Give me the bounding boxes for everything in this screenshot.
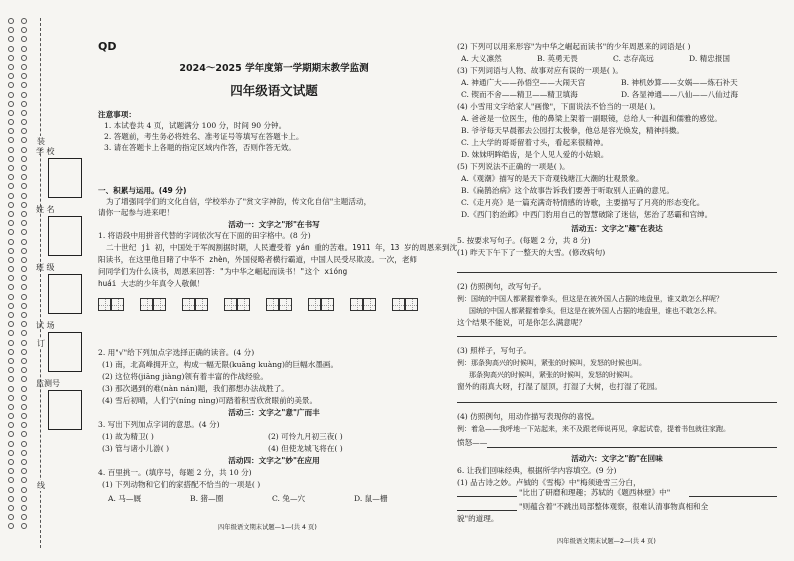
binding-hole: [8, 386, 14, 392]
tian-zi-ge-box[interactable]: [182, 298, 195, 311]
tian-zi-ge-box[interactable]: [321, 298, 334, 311]
q5-2-sentence: 这个结果不能说，可是你怎么满意呢？: [457, 318, 587, 327]
binding-hole: [8, 376, 14, 382]
binding-hole: [21, 404, 27, 410]
binding-hole: [8, 477, 14, 483]
binding-hole: [8, 422, 14, 428]
binding-hole: [8, 110, 14, 116]
option-d[interactable]: D. 妹妹明眸皓齿，是个人见人爱的小姑娘。: [461, 150, 609, 159]
binding-hole: [8, 36, 14, 42]
binding-hole: [8, 220, 14, 226]
binding-hole: [21, 358, 27, 364]
school-label: 学 校: [36, 147, 55, 156]
binding-hole: [21, 468, 27, 474]
binding-hole: [21, 202, 27, 208]
binding-hole: [8, 284, 14, 290]
binding-hole: [21, 523, 27, 529]
passage-line: huái 大志的少年真令人敬佩！: [98, 279, 205, 288]
intro-text: 请你一起参与进来吧！: [98, 208, 174, 217]
q5-4-prompt: 愤怒——: [457, 438, 488, 447]
binding-hole: [21, 459, 27, 465]
name-field[interactable]: [48, 216, 82, 256]
exam-year-title: 2024～2025 学年度第一学期期末教学监测: [179, 63, 369, 74]
binding-hole: [21, 156, 27, 162]
binding-hole: [21, 64, 27, 70]
tian-zi-ge-box[interactable]: [195, 298, 208, 311]
binding-hole: [21, 27, 27, 33]
exam-subject-title: 四年级语文试题: [230, 83, 318, 98]
option-c[interactable]: C. 锲而不舍——精卫——精卫填海: [461, 90, 578, 99]
note-item: 3. 请在答题卡上各题的指定区域内作答，否则作答无效。: [104, 143, 296, 152]
passage-line: 阳读书，在这里他目睹了中华不 zhèn，外国侵略者横行霸道，中国人民受尽欺凌。一次，老师: [98, 255, 418, 264]
binding-hole: [8, 27, 14, 33]
binding-hole: [8, 46, 14, 52]
tian-zi-ge-box[interactable]: [140, 298, 153, 311]
example-sentence: 例：那条狗高兴的时候叫，紧张的时候叫，发怒的时候也叫。: [457, 359, 646, 367]
binding-hole: [21, 101, 27, 107]
binding-hole: [21, 321, 27, 327]
q4-item: (1) 下列动物和它们的家搭配不恰当的一项是( ): [102, 480, 261, 489]
binding-hole: [21, 229, 27, 235]
binding-hole: [21, 441, 27, 447]
binding-hole: [21, 496, 27, 502]
binding-hole: [8, 18, 14, 24]
tian-zi-ge-box[interactable]: [266, 298, 279, 311]
binding-hole: [21, 275, 27, 281]
binding-hole: [21, 312, 27, 318]
binding-hole: [8, 330, 14, 336]
activity-4-title: 活动四：文字之"妙"在应用: [228, 456, 320, 465]
option-b[interactable]: B. 英勇无畏: [537, 54, 578, 63]
exam-number-label: 监测号: [36, 379, 60, 388]
binding-hole: [21, 92, 27, 98]
answer-line[interactable]: [457, 336, 777, 337]
binding-hole: [8, 349, 14, 355]
option-d[interactable]: D.《西门豹治邺》中西门豹用自己的智慧破除了迷信，惩治了恶霸和官绅。: [461, 210, 713, 219]
binding-hole: [8, 367, 14, 373]
tian-zi-ge-box[interactable]: [279, 298, 292, 311]
binding-hole: [21, 422, 27, 428]
binding-hole: [21, 239, 27, 245]
binding-hole: [21, 110, 27, 116]
binding-hole: [8, 275, 14, 281]
example-sentence: 例：着急——我呼地一下站起来，来不及跟老师说再见，拿起试卷，提着书包就往家跑。: [457, 425, 730, 433]
intro-text: 为了增强同学们的文化自信，学校举办了"赏文字神韵，传文化自信"主题活动，: [106, 197, 372, 206]
option-d[interactable]: D. 鼠—栅: [354, 494, 388, 503]
binding-hole: [8, 468, 14, 474]
page-footer-right: 四年级语文期末试题—2—(共 4 页): [557, 538, 656, 545]
binding-hole: [8, 487, 14, 493]
example-sentence: 国统的中国人都紧握着拳头，但这是在被外国人占据的地盘里，谁也不敢怎么样。: [469, 307, 721, 315]
binding-hole: [8, 496, 14, 502]
binding-hole: [8, 312, 14, 318]
binding-hole: [8, 404, 14, 410]
binding-hole: [8, 55, 14, 61]
question-4: 4. 百里挑一。(填序号，每题 2 分，共 10 分): [98, 468, 252, 477]
q2-item: (2) 这位将(jiāng jiàng)领有着丰富的作战经验。: [102, 372, 268, 381]
binding-hole: [21, 431, 27, 437]
binding-hole: [21, 46, 27, 52]
binding-hole: [21, 82, 27, 88]
binding-hole: [21, 18, 27, 24]
binding-hole: [8, 248, 14, 254]
question-5: 5. 按要求写句子。(每题 2 分，共 8 分): [457, 236, 591, 245]
activity-3-title: 活动三：文字之"意"广而丰: [228, 408, 320, 417]
q5-3-sentence: 窗外的雨真大呀，打湿了屋顶，打湿了大树，也打湿了花园。: [457, 382, 663, 391]
binding-holes-right: [21, 18, 29, 548]
binding-hole: [8, 358, 14, 364]
binding-hole: [21, 487, 27, 493]
binding-label-top: 装: [37, 137, 45, 146]
binding-hole: [21, 340, 27, 346]
binding-hole: [21, 36, 27, 42]
q5-3: (3) 照样子，写句子。: [457, 346, 531, 355]
tian-zi-ge-box[interactable]: [392, 298, 405, 311]
binding-hole: [21, 211, 27, 217]
binding-hole: [8, 82, 14, 88]
q3-item[interactable]: (1) 故为精卫( ): [102, 432, 154, 441]
q4-5: (5) 下列说法不正确的一项是( )。: [457, 162, 570, 171]
binding-holes-left: [8, 18, 16, 548]
binding-hole: [21, 119, 27, 125]
exam-number-field[interactable]: [48, 390, 82, 430]
q2-item: (4) 雪后初晴，人们宁(níng nìng)可踏着积雪欣赏眼前的美景。: [102, 396, 318, 405]
binding-hole: [21, 248, 27, 254]
question-2: 2. 用"√"给下列加点字选择正确的读音。(4 分): [98, 348, 255, 357]
example-sentence: 例：国统的中国人都紧握着拳头，但这是在被外国人占据的地盘里，谁又敢怎么样呢？: [457, 295, 723, 303]
name-label: 姓 名: [36, 205, 55, 214]
section-1-title: 一、积累与运用。(49 分): [98, 186, 187, 195]
q3-item[interactable]: (2) 可怜九月初三夜( ): [268, 432, 343, 441]
binding-hole: [8, 202, 14, 208]
binding-hole: [8, 459, 14, 465]
tian-zi-ge-box[interactable]: [405, 298, 418, 311]
binding-label-mid: 订: [37, 339, 45, 348]
binding-hole: [21, 220, 27, 226]
tian-zi-ge-box[interactable]: [308, 298, 321, 311]
page-footer-left: 四年级语文期末试题—1—(共 4 页): [218, 524, 317, 531]
class-field[interactable]: [48, 274, 82, 314]
q5-4: (4) 仿照例句，用动作描写表现你的喜悦。: [457, 412, 600, 421]
notes-title: 注意事项：: [98, 110, 136, 119]
binding-hole: [8, 505, 14, 511]
option-a[interactable]: A. 神通广大——孙悟空——大闹天宫: [461, 78, 586, 87]
binding-hole: [21, 183, 27, 189]
option-a[interactable]: A. 马—厩: [108, 494, 142, 503]
answer-line[interactable]: [457, 496, 517, 497]
question-3: 3. 写出下列加点字词的意思。(4 分): [98, 420, 220, 429]
binding-hole: [21, 128, 27, 134]
option-c[interactable]: C. 志存高远: [613, 54, 654, 63]
binding-hole: [8, 340, 14, 346]
binding-hole: [21, 266, 27, 272]
binding-hole: [21, 284, 27, 290]
binding-hole: [21, 386, 27, 392]
activity-6-title: 活动六：文字之"韵"在回味: [571, 454, 663, 463]
tian-zi-ge-box[interactable]: [98, 298, 111, 311]
binding-hole: [21, 376, 27, 382]
exam-room-field[interactable]: [48, 332, 82, 372]
option-a[interactable]: A. 爸爸是一位医生，他的鼻梁上架着一副眼镜，总给人一种温和儒雅的感觉。: [461, 114, 722, 123]
binding-hole: [8, 431, 14, 437]
q2-item: (3) 那次遇到的难(nàn nán)题，我们都想办法战胜了。: [102, 384, 289, 393]
binding-hole: [8, 257, 14, 263]
binding-hole: [21, 395, 27, 401]
binding-label-bottom: 线: [37, 481, 45, 490]
activity-5-title: 活动五：文字之"趣"在表达: [571, 224, 663, 233]
binding-hole: [21, 257, 27, 263]
binding-hole: [8, 193, 14, 199]
answer-line[interactable]: [689, 496, 777, 497]
binding-cut-line: [40, 18, 41, 548]
question-6: 6. 让我们回味经典，根据所学内容填空。(9 分): [457, 466, 617, 475]
binding-hole: [21, 330, 27, 336]
binding-hole: [21, 367, 27, 373]
option-b[interactable]: B.《扁鹊治病》这个故事告诉我们要善于听取别人正确的意见。: [461, 186, 675, 195]
option-c[interactable]: C.《走月亮》是一篇充满奇特情感的诗歌，主要描写了月亮的形态变化。: [461, 198, 705, 207]
option-b[interactable]: B. 猪—圈: [190, 494, 224, 503]
q6-1-cont: 貌"的道理。: [457, 514, 499, 523]
binding-hole: [8, 514, 14, 520]
tian-zi-ge-box[interactable]: [111, 298, 124, 311]
option-a[interactable]: A.《观潮》描写的是天下奇观钱塘江大潮的壮观景象。: [461, 174, 644, 183]
binding-hole: [8, 147, 14, 153]
tian-zi-ge-box[interactable]: [350, 298, 363, 311]
answer-line[interactable]: [457, 272, 777, 273]
option-c[interactable]: C. 上大学的哥哥留着寸头，看起来很精神。: [461, 138, 609, 147]
binding-hole: [21, 165, 27, 171]
binding-hole: [8, 101, 14, 107]
q6-1: (1) 品古诗之妙。卢钺的《雪梅》中"梅须逊雪三分白，: [457, 478, 641, 487]
q5-1: (1) 昨天下午下了一整天的大雪。(修改病句): [457, 248, 606, 257]
q4-4: (4) 小雪用文字给家人"画像"，下面说法不恰当的一项是( )。: [457, 102, 661, 111]
binding-hole: [8, 303, 14, 309]
option-d[interactable]: D. 精忠报国: [689, 54, 731, 63]
binding-hole: [8, 441, 14, 447]
binding-hole: [21, 505, 27, 511]
paper-code: QD: [98, 40, 117, 53]
q6-1-cont: "则蕴含着"不跳出局部整体观察，很难认清事物真相和全: [519, 502, 709, 511]
q3-item[interactable]: (3) 管与诸小儿游( ): [102, 444, 170, 453]
binding-hole: [8, 413, 14, 419]
activity-1-title: 活动一：文字之"形"在书写: [228, 220, 320, 229]
binding-hole: [21, 413, 27, 419]
binding-hole: [21, 514, 27, 520]
q4-2: (2) 下列可以用来形容"为中华之崛起而读书"的少年周恩来的词语是( ): [457, 42, 691, 51]
binding-hole: [8, 229, 14, 235]
binding-hole: [8, 266, 14, 272]
tian-zi-ge-box[interactable]: [153, 298, 166, 311]
option-a[interactable]: A. 大义凛然: [461, 54, 502, 63]
q4-3: (3) 下列词语与人物、故事对应有误的一项是( )。: [457, 66, 623, 75]
binding-hole: [8, 523, 14, 529]
question-1: 1. 将语段中用拼音代替的字词依次写在下面的田字格中。(8 分): [98, 231, 311, 240]
binding-hole: [21, 294, 27, 300]
school-field[interactable]: [48, 158, 82, 198]
binding-hole: [8, 294, 14, 300]
answer-line[interactable]: [457, 402, 777, 403]
example-sentence: 那条狗高兴的时候叫，紧张的时候叫，发怒的时候叫。: [469, 371, 637, 379]
passage-line: 问同学们为什么读书，周恩来回答："为中华之崛起而读书！"这个 xióng: [98, 267, 348, 276]
answer-line[interactable]: [457, 510, 517, 511]
tian-zi-ge-box[interactable]: [224, 298, 237, 311]
binding-hole: [21, 450, 27, 456]
binding-hole: [8, 92, 14, 98]
q6-1-cont: "比出了研磨和理趣；苏轼的《题西林壁》中": [519, 488, 671, 497]
binding-hole: [21, 137, 27, 143]
binding-hole: [21, 73, 27, 79]
binding-hole: [8, 174, 14, 180]
binding-hole: [8, 119, 14, 125]
answer-line[interactable]: [487, 447, 777, 448]
binding-hole: [21, 147, 27, 153]
q5-2: (2) 仿照例句，改写句子。: [457, 282, 547, 291]
option-d[interactable]: D. 各显神通——八仙——八仙过海: [621, 90, 738, 99]
q2-item: (1) 南，北高峰拥开立，构成一幅无限(kuāng kuàng)的巨幅水墨画。: [102, 360, 339, 369]
class-label: 班 级: [36, 263, 55, 272]
binding-hole: [8, 137, 14, 143]
binding-hole: [8, 73, 14, 79]
binding-hole: [21, 55, 27, 61]
binding-hole: [8, 128, 14, 134]
option-b[interactable]: B. 爷爷每天早晨都去公园打太极拳，他总是容光焕发，精神抖擞。: [461, 126, 685, 135]
binding-hole: [21, 193, 27, 199]
binding-hole: [8, 450, 14, 456]
binding-hole: [8, 239, 14, 245]
binding-hole: [8, 64, 14, 70]
passage-line: 二十世纪 jì 初，中国处于军阀割据时期，人民遭受着 yán 重的苦难。1911 年，13 岁的周恩来到沈: [106, 243, 458, 252]
binding-hole: [8, 183, 14, 189]
binding-hole: [8, 395, 14, 401]
binding-hole: [8, 165, 14, 171]
tian-zi-ge-box[interactable]: [237, 298, 250, 311]
answer-grid-row: [98, 294, 450, 322]
binding-hole: [21, 349, 27, 355]
note-item: 2. 答题前，考生务必将姓名、准考证号等填写在答题卡上。: [104, 132, 304, 141]
binding-hole: [21, 303, 27, 309]
option-c[interactable]: C. 兔—穴: [272, 494, 306, 503]
binding-strip: [8, 18, 84, 548]
binding-hole: [8, 156, 14, 162]
note-item: 1. 本试卷共 4 页，试题满分 100 分，时间 90 分钟。: [104, 121, 287, 130]
binding-hole: [21, 477, 27, 483]
exam-room-label: 试 场: [36, 321, 55, 330]
binding-hole: [8, 321, 14, 327]
q3-item[interactable]: (4) 但使龙城飞将在( ): [268, 444, 343, 453]
option-b[interactable]: B. 神机妙算——女娲——炼石补天: [621, 78, 738, 87]
binding-hole: [8, 211, 14, 217]
binding-hole: [21, 174, 27, 180]
tian-zi-ge-box[interactable]: [363, 298, 376, 311]
